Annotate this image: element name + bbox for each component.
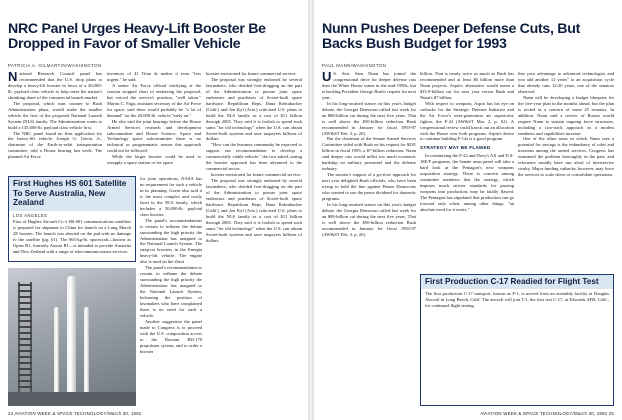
- right-col3-para: One of the other areas in which Nunn sees a potential for savings is the redundancy of roles and missions among the armed services. Congress has examined the problem thoroughly in the past, and reformers usually have run afoul of interservice rivalry. Major funding cutbacks, however, may force the services to scale down or consolidate operations.: [518, 136, 614, 178]
- left-byline: PATRICIA A. GILMARTIN/WASHINGTON: [8, 63, 102, 68]
- right-column-2: [420, 71, 514, 271]
- left-col2-para: He also said the joint hearings before the House Armed Services research and development subcommittee and House Science, Space and Technology space subcommittee there is no technical or programmatic reason this approach could not be followed.: [107, 118, 201, 154]
- c17-photo-box: [420, 274, 614, 406]
- left-col3-para: The proposal was strongly endorsed by several lawmakers, who derided foot-dragging on the part of the Administration to pursue joint space endeavors and purchases of Soviet-built space hardware. Republican Reps. Dana Rohrabacher (Calif.) and Jon Kyl (Ariz.) criticized U.S. plans to build the NLS family as a cost of $11 billion through 2005. They said it is foolish to spend such sums "for old technology" when the U.S. can obtain Soviet-built systems and save taxpayers billions of dollars.: [206, 178, 302, 243]
- left-col2-para: inventory of 41 Titan 4s makes it even "less urgent," he said.: [107, 71, 201, 82]
- right-col2-para: With respect to weapons, Aspin has his eye on cutbacks for the Strategic Defense Initiative and the Air Force's next-generation air superiority fighter, the F-22 (AW&ST Mar. 2, p. 62). A congressional review could knock out an allocation with the House over both programs. Aspin's desire to continue building F-14s is a good program.: [420, 100, 514, 142]
- strategy-subhead: STRATEGY MAY BE FLAWED: [420, 145, 491, 151]
- right-col1-para: The senator's support of a go-slow approach for next year delighted Bush officials, who have been trying to hold the line against House Democrats who wanted to use the peace dividend for domestic programs.: [322, 172, 416, 202]
- left-under-para: The panel's recommendation is certain to inflame the debate surrounding the high priority the Administration has assigned to the National Launch System, bolstering the position of lawmakers who have complained there is no need for such a vehicle.: [140, 265, 202, 318]
- left-page: [0, 0, 308, 420]
- rocket-shape: [67, 276, 76, 397]
- left-column-2-lower: [140, 176, 202, 406]
- c17-box-text: The first production C-17 transport, known as P-1, is moved from an assembly facility at Douglas Aircraft in Long Beach, Calif. The aircraft will join T-1, the first test C-17, at Edwards AFB, Calif., for continued flight testing.: [425, 290, 609, 308]
- left-col3-para: booster envisioned for future commercial service.: [211, 172, 302, 178]
- hughes-satellite-sidebar: [8, 176, 136, 262]
- left-col2-para: While the larger booster could be used to resupply a space station or for space: [107, 154, 201, 166]
- left-col3-para: "How can the business community be expected to support our recommendation to develop a commercially viable vehicle," the two asked, noting the booster approach has been advanced to the commercial sector.: [206, 142, 302, 172]
- sidebar-title: First Hughes HS 601 Satellite To Serve Australia, New Zealand: [9, 177, 135, 211]
- right-page-footer: AVIATION WEEK & SPACE TECHNOLOGY/March 30, 1992 25: [480, 411, 614, 416]
- dropcap-u: U: [322, 71, 332, 84]
- launch-pad-shape: [8, 392, 136, 406]
- right-column-1: [322, 71, 416, 406]
- right-byline: PAUL MANN/WASHINGTON: [322, 63, 387, 68]
- left-under-para: for joint operations, NASA has no requirement for such a vehicle in its planning. Gavin also said it is the most complex and costly facet in the NLS family, which includes a 50,000-lb. payload class booster.: [140, 176, 202, 217]
- right-col1-para: But the chairman of the Senate Armed Services Committee sided with Bush on his request for $281 billion in fiscal 1993, a $7-billion reduction. Nunn said deeper cuts would inflict too much economic hardship on military personnel and the defense industry.: [322, 136, 416, 172]
- left-col1-para: The proposal, which runs counter to Bush Administration plans, would make the smaller vehicle the first of the proposed National Launch System (NLS) family. The Administration wants to build a 135,000-lb. payload class vehicle first.: [8, 100, 102, 130]
- left-col1-para: The NRC panel found no firm application for the heavy-lift vehicle, Joseph G. Gavin, Jr., chairman of the Earth-to-orbit transportation committee, told a House hearing last week. The planned Air Force: [8, 130, 102, 160]
- right-column-3: [518, 71, 614, 271]
- right-col3-para: line your advantage to advanced technologies and you add another 12 years" to an acquisition cycle that already runs 12-20 years, one of the senators observed.: [518, 71, 614, 94]
- dropcap-n: N: [8, 71, 18, 84]
- sidebar-dateline: LOS ANGELES: [13, 212, 48, 218]
- left-page-footer: 24 AVIATION WEEK & SPACE TECHNOLOGY/March 30, 1992: [8, 411, 142, 416]
- right-col1-para: U S. Sen. Sam Nunn has joined the congressional drive for deeper defense cuts than the White House wants in the mid-1990s, but is backing President George Bush's request for next year.: [322, 71, 416, 100]
- booster-shape-right: [84, 307, 89, 398]
- booster-shape-left: [54, 307, 59, 398]
- c17-box-title: First Production C-17 Readied for Flight Test: [421, 275, 613, 289]
- right-col1-para: In his long-awaited stance on this year's budget debate, the Georgia Democrat called last week for an $88-billion cut during the next five years. That is well above the $50-billion reduction Bush recommended in January for fiscal 1993-97 (AW&ST Feb. 3, p. 20).: [322, 100, 416, 136]
- left-col2-para: A senior Air Force official testifying at the session stopped short of endorsing the proposal, but voiced the service's position, "well taken." Martin C. Faga, assistant secretary of the Air Force for space, said there would probably be "a lot of demand" for the 20,000-lb. vehicle "early on.": [107, 82, 201, 118]
- right-col2-para: In scrutinizing the F-22 and Navy's AX and F/A-18E/F programs, the Senate arms panel will take a hard look at the Pentagon's new weapons acquisition strategy. There is concern among committee members that the strategy, which imposes much stricter standards for passing weapons into production, may be fatally flawed. The Pentagon has stipulated that production can go forward only when, among other things, "an absolute need for it exists.": [420, 153, 514, 212]
- right-page: [314, 0, 622, 420]
- left-col3-para: booster envisioned for future commercial service.: [206, 71, 297, 76]
- sidebar-text: First of Hughes Aircraft Co.'s HS 601 communications satellites is prepared for shipment to China for launch on a Long March 2E booster. The launch was aborted on the pad with no damage to the satellite (pg. 61). The 963-kg-lb. spacecraft—known as Optus B1, formerly Aussat B1—is intended to provide Australia and New Zealand with a range of telecommunications services.: [13, 218, 131, 254]
- launch-tower-shape: [18, 282, 32, 406]
- left-col3-para: The proposal was strongly endorsed by several lawmakers, who derided foot-dragging on the part of the Administration to pursue joint space endeavors and purchases of Soviet-built space hardware. Republican Reps. Dana Rohrabacher (Calif.) and Jon Kyl (Ariz.) criticized U.S. plans to build the NLS family as a cost of $11 billion through 2005. They said it is foolish to spend such sums "for old technology" when the U.S. can obtain Soviet-built systems and save taxpayers billions of dollars.: [206, 76, 302, 142]
- left-under-para: The panel's recommendations is certain to inflame the debate surrounding the high priority the Administration has assigned to the National Launch System. The strap-on boosters in the Energia heavy-lift vehicle. The engine also is used on the Zenit: [140, 217, 202, 265]
- left-col1-para: National Research Council panel has recommended that the U.S. drop plans to develop a heavy-lift booster in favor of a 20,000-lb. payload class vehicle to help meet the nation's shrinking share of the commercial launch market.: [8, 71, 102, 100]
- right-col3-para: Nunn will be developing a budget blueprint for the five-year plan in the months ahead, but the plan is rooted in a concern of some 25 senators. In addition, Nunn said a review of Russia would require Nunn to sustain ongoing force structures, including a two-track approach in a modest readiness and capabilities increase.: [518, 94, 614, 136]
- right-col2-para: billion. That is nearly twice as much as Bush has recommended and at least $6 billion more than Nunn projects. Aspin's alternative would mean a $15.9-billion cut for next year versus Bush and Nunn's $7 billion.: [420, 71, 514, 100]
- right-headline: Nunn Pushes Deeper Defense Cuts, But Backs Bush Budget for 1993: [322, 21, 581, 52]
- left-headline: NRC Panel Urges Heavy-Lift Booster Be Dropped in Favor of Smaller Vehicle: [8, 21, 266, 52]
- left-column-3: [206, 71, 302, 401]
- right-col1-para: In his long-awaited stance on this year's budget debate, the Georgia Democrat called last week for an $88-billion cut during the next five years. That is well above the $50-billion reduction Bush recommended in January for fiscal 1993-97 (AW&ST Feb. 3, p. 20).: [322, 201, 416, 237]
- satellite-launch-photo: [8, 268, 136, 406]
- left-column-1: [8, 71, 102, 171]
- left-column-2: [107, 71, 201, 171]
- left-under-para: Another suggestion the panel made to Congress is to proceed with the U.S. composition access to the Russian RD-170 propulsion system, and to order a booster: [140, 318, 202, 354]
